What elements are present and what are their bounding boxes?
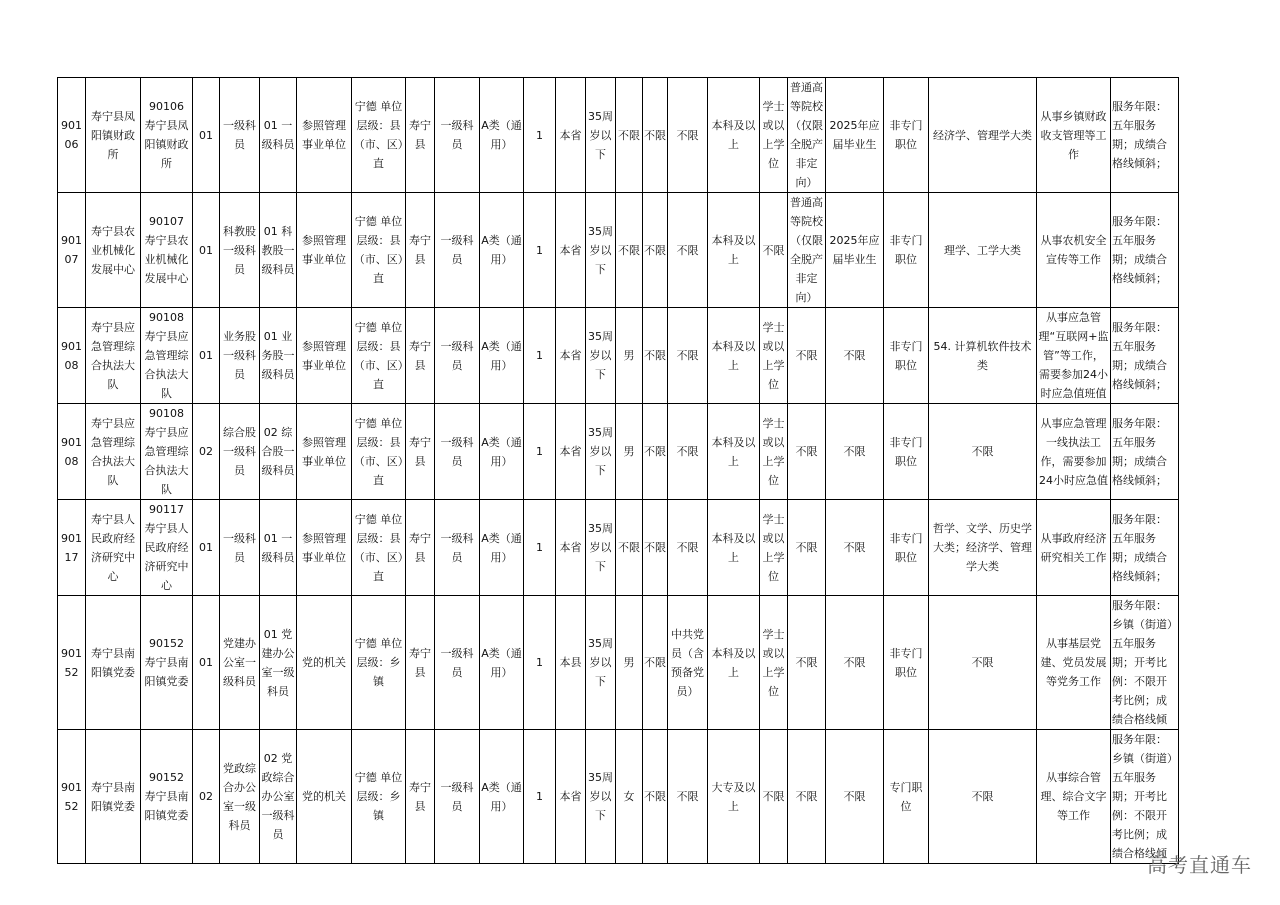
cell-department: 寿宁县人民政府经济研究中心 [86,500,141,596]
cell-position-type: 非专门职位 [884,596,929,730]
cell-job-description: 从事乡镇财政收支管理等工作 [1037,78,1111,193]
cell-unit-type: 参照管理事业单位 [297,404,352,500]
cell-unit-type: 参照管理事业单位 [297,500,352,596]
cell-candidate-source: 不限 [826,308,884,404]
cell-notes: 服务年限：五年服务期；成绩合格线倾斜； [1111,308,1179,404]
cell-job-code: 90108 [58,308,86,404]
cell-major: 理学、工学大类 [929,193,1037,308]
cell-region: 寿宁县 [406,78,435,193]
cell-notes: 服务年限：五年服务期；成绩合格线倾斜； [1111,500,1179,596]
cell-candidate-source: 2025年应届毕业生 [826,193,884,308]
cell-candidate-source: 2025年应届毕业生 [826,78,884,193]
cell-unit-type: 参照管理事业单位 [297,78,352,193]
cell-recruit-count: 1 [524,596,556,730]
cell-political-status: 不限 [668,500,708,596]
cell-major: 经济学、管理学大类 [929,78,1037,193]
cell-rank: 一级科员 [435,308,480,404]
cell-major: 不限 [929,596,1037,730]
cell-position-name: 业务股一级科员 [220,308,260,404]
cell-position-code-name: 02 综合股一级科员 [260,404,297,500]
cell-position-no: 01 [193,78,220,193]
cell-exam-category: A类（通用） [480,596,524,730]
cell-exam-category: A类（通用） [480,193,524,308]
cell-position-no: 02 [193,404,220,500]
cell-position-no: 01 [193,308,220,404]
cell-region: 寿宁县 [406,500,435,596]
cell-political-status: 不限 [668,78,708,193]
cell-unit-type: 党的机关 [297,596,352,730]
cell-department: 寿宁县应急管理综合执法大队 [86,308,141,404]
cell-region: 寿宁县 [406,730,435,864]
cell-age-limit: 35周岁以下 [586,308,616,404]
cell-ethnicity: 不限 [643,500,668,596]
cell-notes: 服务年限：五年服务期；成绩合格线倾斜； [1111,404,1179,500]
cell-political-status: 不限 [668,730,708,864]
cell-position-name: 一级科员 [220,78,260,193]
cell-gender: 男 [616,404,643,500]
cell-job-code: 90152 [58,596,86,730]
cell-unit-type: 党的机关 [297,730,352,864]
cell-ethnicity: 不限 [643,596,668,730]
cell-school-type: 不限 [788,404,826,500]
cell-position-no: 01 [193,500,220,596]
cell-exam-category: A类（通用） [480,308,524,404]
watermark: 高考直通车 [1147,853,1252,877]
cell-position-no: 01 [193,596,220,730]
cell-degree: 学士或以上学位 [760,404,788,500]
cell-major: 不限 [929,730,1037,864]
cell-unit-type: 参照管理事业单位 [297,308,352,404]
table-row [58,500,1179,596]
cell-gender: 不限 [616,500,643,596]
cell-position-name: 党建办公室一级科员 [220,596,260,730]
cell-job-description: 从事应急管理“互联网+监管”等工作，需要参加24小时应急值班值 [1037,308,1111,404]
table-row [58,193,1179,308]
cell-unit-level: 宁德 单位层级：乡镇 [352,596,406,730]
cell-political-status: 中共党员（含预备党员） [668,596,708,730]
cell-gender: 女 [616,730,643,864]
table-row [58,730,1179,864]
cell-department-code: 90117 寿宁县人民政府经济研究中心 [141,500,193,596]
cell-job-description: 从事农机安全宣传等工作 [1037,193,1111,308]
cell-education: 本科及以上 [708,193,760,308]
table-row [58,404,1179,500]
positions-table [57,77,1179,864]
cell-unit-level: 宁德 单位层级：县（市、区）直 [352,404,406,500]
cell-education: 本科及以上 [708,308,760,404]
cell-job-description: 从事政府经济研究相关工作 [1037,500,1111,596]
cell-position-code-name: 01 一级科员 [260,500,297,596]
cell-candidate-source: 不限 [826,596,884,730]
cell-notes: 服务年限：乡镇（街道）五年服务期；开考比例：不限开考比例；成绩合格线倾 [1111,730,1179,864]
cell-recruit-count: 1 [524,308,556,404]
cell-job-code: 90106 [58,78,86,193]
cell-position-code-name: 01 业务股一级科员 [260,308,297,404]
cell-exam-category: A类（通用） [480,500,524,596]
cell-unit-level: 宁德 单位层级：县（市、区）直 [352,193,406,308]
cell-political-status: 不限 [668,193,708,308]
cell-ethnicity: 不限 [643,730,668,864]
cell-rank: 一级科员 [435,404,480,500]
cell-position-name: 一级科员 [220,500,260,596]
cell-position-no: 01 [193,193,220,308]
table-row [58,596,1179,730]
cell-education: 本科及以上 [708,404,760,500]
cell-department-code: 90108 寿宁县应急管理综合执法大队 [141,308,193,404]
cell-position-type: 非专门职位 [884,404,929,500]
cell-recruit-count: 1 [524,730,556,864]
cell-job-code: 90117 [58,500,86,596]
cell-exam-category: A类（通用） [480,78,524,193]
cell-school-type: 不限 [788,730,826,864]
cell-age-limit: 35周岁以下 [586,730,616,864]
cell-recruit-count: 1 [524,193,556,308]
cell-rank: 一级科员 [435,78,480,193]
cell-job-code: 90108 [58,404,86,500]
cell-household-range: 本省 [556,78,586,193]
cell-rank: 一级科员 [435,500,480,596]
cell-department: 寿宁县农业机械化发展中心 [86,193,141,308]
cell-exam-category: A类（通用） [480,404,524,500]
cell-position-code-name: 02 党政综合办公室一级科员 [260,730,297,864]
cell-position-type: 非专门职位 [884,78,929,193]
cell-degree: 学士或以上学位 [760,308,788,404]
cell-household-range: 本省 [556,404,586,500]
cell-unit-level: 宁德 单位层级：县（市、区）直 [352,78,406,193]
cell-school-type: 普通高等院校（仅限全脱产非定向） [788,78,826,193]
cell-department: 寿宁县应急管理综合执法大队 [86,404,141,500]
cell-position-code-name: 01 科教股一级科员 [260,193,297,308]
table-row [58,78,1179,193]
cell-major: 哲学、文学、历史学大类；经济学、管理学大类 [929,500,1037,596]
cell-candidate-source: 不限 [826,730,884,864]
cell-degree: 不限 [760,193,788,308]
cell-education: 本科及以上 [708,78,760,193]
cell-ethnicity: 不限 [643,308,668,404]
cell-position-code-name: 01 一级科员 [260,78,297,193]
cell-major: 不限 [929,404,1037,500]
cell-region: 寿宁县 [406,596,435,730]
cell-department: 寿宁县凤阳镇财政所 [86,78,141,193]
cell-degree: 学士或以上学位 [760,500,788,596]
cell-age-limit: 35周岁以下 [586,596,616,730]
cell-household-range: 本省 [556,193,586,308]
cell-position-no: 02 [193,730,220,864]
cell-degree: 学士或以上学位 [760,78,788,193]
cell-major: 54. 计算机软件技术类 [929,308,1037,404]
cell-rank: 一级科员 [435,730,480,864]
cell-rank: 一级科员 [435,193,480,308]
cell-household-range: 本省 [556,500,586,596]
cell-ethnicity: 不限 [643,404,668,500]
cell-notes: 服务年限：乡镇（街道）五年服务期；开考比例：不限开考比例；成绩合格线倾 [1111,596,1179,730]
cell-job-description: 从事应急管理一线执法工作，需要参加24小时应急值 [1037,404,1111,500]
cell-job-description: 从事基层党建、党员发展等党务工作 [1037,596,1111,730]
cell-department-code: 90106 寿宁县凤阳镇财政所 [141,78,193,193]
cell-age-limit: 35周岁以下 [586,500,616,596]
cell-position-name: 党政综合办公室一级科员 [220,730,260,864]
cell-school-type: 不限 [788,308,826,404]
cell-position-type: 专门职位 [884,730,929,864]
cell-department-code: 90108 寿宁县应急管理综合执法大队 [141,404,193,500]
cell-department-code: 90152 寿宁县南阳镇党委 [141,730,193,864]
cell-school-type: 普通高等院校（仅限全脱产非定向） [788,193,826,308]
cell-unit-level: 宁德 单位层级：县（市、区）直 [352,308,406,404]
cell-region: 寿宁县 [406,404,435,500]
cell-age-limit: 35周岁以下 [586,78,616,193]
cell-school-type: 不限 [788,500,826,596]
cell-department-code: 90152 寿宁县南阳镇党委 [141,596,193,730]
cell-position-code-name: 01 党建办公室一级科员 [260,596,297,730]
cell-unit-type: 参照管理事业单位 [297,193,352,308]
cell-school-type: 不限 [788,596,826,730]
cell-department: 寿宁县南阳镇党委 [86,596,141,730]
cell-unit-level: 宁德 单位层级：乡镇 [352,730,406,864]
cell-position-type: 非专门职位 [884,500,929,596]
cell-position-type: 非专门职位 [884,193,929,308]
cell-age-limit: 35周岁以下 [586,404,616,500]
cell-recruit-count: 1 [524,500,556,596]
cell-position-name: 综合股一级科员 [220,404,260,500]
cell-gender: 不限 [616,193,643,308]
cell-job-code: 90107 [58,193,86,308]
cell-political-status: 不限 [668,308,708,404]
cell-political-status: 不限 [668,404,708,500]
cell-ethnicity: 不限 [643,78,668,193]
cell-household-range: 本县 [556,596,586,730]
cell-department-code: 90107 寿宁县农业机械化发展中心 [141,193,193,308]
cell-rank: 一级科员 [435,596,480,730]
cell-gender: 男 [616,308,643,404]
cell-department: 寿宁县南阳镇党委 [86,730,141,864]
cell-education: 本科及以上 [708,500,760,596]
cell-age-limit: 35周岁以下 [586,193,616,308]
cell-household-range: 本省 [556,308,586,404]
cell-degree: 学士或以上学位 [760,596,788,730]
cell-candidate-source: 不限 [826,500,884,596]
cell-household-range: 本省 [556,730,586,864]
cell-region: 寿宁县 [406,308,435,404]
cell-notes: 服务年限：五年服务期；成绩合格线倾斜； [1111,78,1179,193]
cell-ethnicity: 不限 [643,193,668,308]
cell-position-type: 非专门职位 [884,308,929,404]
cell-gender: 不限 [616,78,643,193]
cell-exam-category: A类（通用） [480,730,524,864]
cell-region: 寿宁县 [406,193,435,308]
cell-gender: 男 [616,596,643,730]
cell-unit-level: 宁德 单位层级：县（市、区）直 [352,500,406,596]
cell-education: 本科及以上 [708,596,760,730]
cell-candidate-source: 不限 [826,404,884,500]
cell-recruit-count: 1 [524,404,556,500]
table-row [58,308,1179,404]
cell-notes: 服务年限：五年服务期；成绩合格线倾斜； [1111,193,1179,308]
cell-recruit-count: 1 [524,78,556,193]
cell-job-code: 90152 [58,730,86,864]
cell-position-name: 科教股一级科员 [220,193,260,308]
cell-education: 大专及以上 [708,730,760,864]
cell-degree: 不限 [760,730,788,864]
cell-job-description: 从事综合管理、综合文字等工作 [1037,730,1111,864]
